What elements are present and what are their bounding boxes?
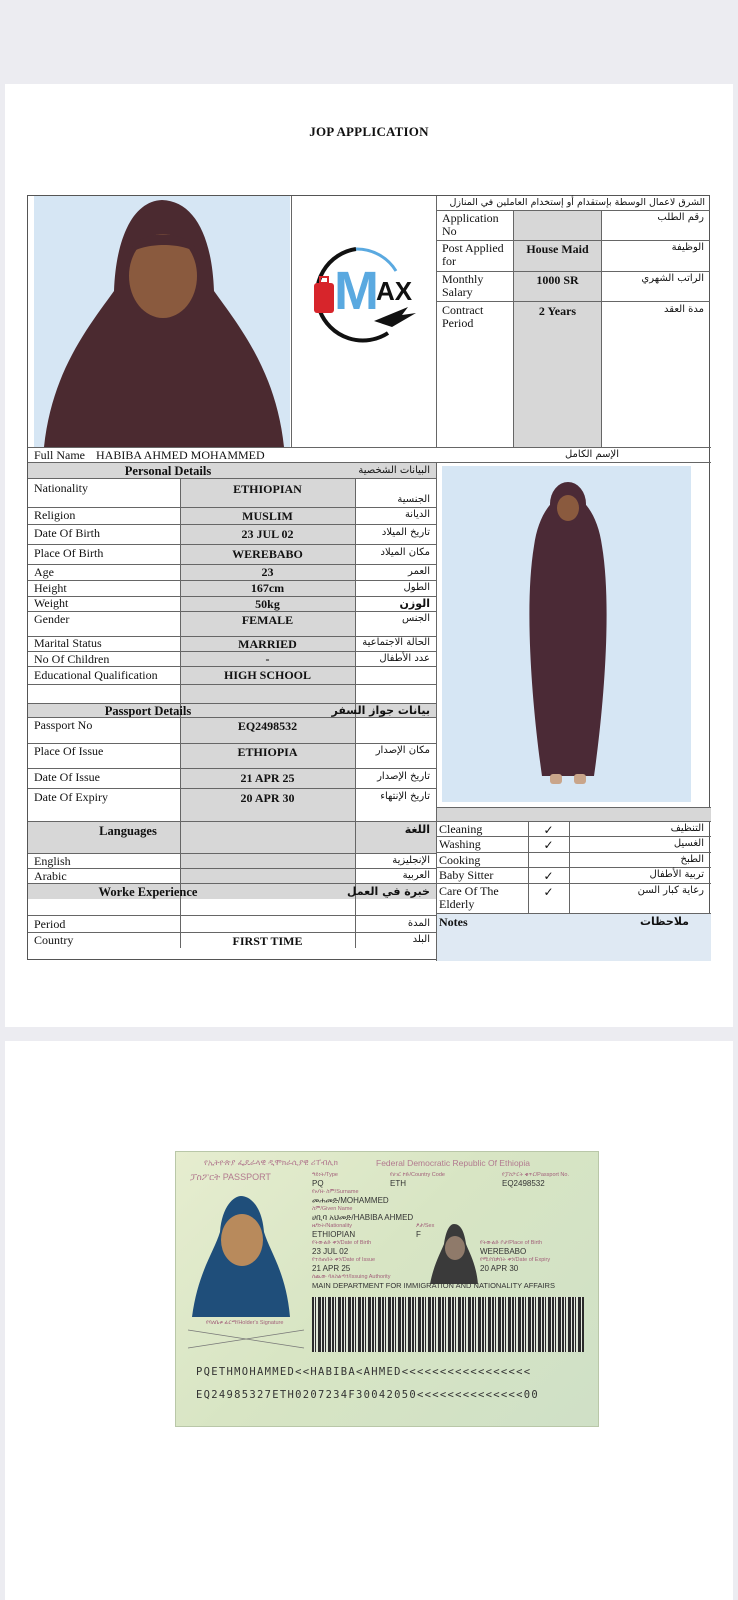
dob-value: 23 JUL 02: [241, 527, 294, 541]
religion-label: Religion: [34, 508, 76, 522]
marital-status-label: Marital Status: [34, 636, 102, 650]
weight-value: 50kg: [255, 597, 280, 611]
application-form: [27, 195, 710, 960]
passport-no-value: EQ2498532: [237, 719, 298, 733]
skill-baby-sitter-ar: تربية الأطفال: [649, 869, 704, 880]
notes-label: Notes: [439, 915, 468, 929]
full-name-ar: الإسم الكامل: [564, 449, 619, 460]
full-name-label: Full Name: [34, 448, 85, 462]
gender-ar: الجنس: [401, 613, 430, 624]
date-of-expiry-ar: تاريخ الإنتهاء: [380, 791, 430, 802]
passport-mrz-line-1: PQETHMOHAMMED<<HABIBA<AHMED<<<<<<<<<<<<<<<<<: [196, 1366, 532, 1378]
period-ar: المدة: [407, 918, 430, 929]
passport-no-label: Passport No: [34, 718, 93, 732]
place-of-issue-label: Place Of Issue: [34, 744, 104, 758]
post-label: Post Applied for: [442, 241, 504, 268]
logo-letters-ax: AX: [376, 276, 413, 306]
post-ar: الوظيفة: [671, 242, 704, 253]
gender-value: FEMALE: [241, 613, 294, 627]
full-body-photo: [442, 466, 691, 802]
passport-scan: [175, 1151, 599, 1427]
marital-status-ar: الحالة الاجتماعية: [362, 637, 430, 648]
salary-ar: الراتب الشهري: [641, 273, 704, 284]
passport-dob-caption: የትውልድ ቀን/Date of Birth: [312, 1240, 372, 1246]
skill-cooking-label: Cooking: [439, 853, 481, 867]
passport-country-am: የኢትዮጵያ ፌዴራላዊ ዲሞክራሲያዊ ሪፐብሊክ: [204, 1158, 338, 1167]
passport-surname: መሐመድ/MOHAMMED: [312, 1196, 389, 1205]
passport-expiry-caption: የሚያበቃበት ቀን/Date of Expiry: [480, 1257, 551, 1263]
passport-barcode: [312, 1297, 584, 1352]
passport-number: EQ2498532: [502, 1179, 545, 1188]
passport-type-caption: ዓይነት/Type: [312, 1172, 338, 1178]
children-ar: عدد الأطفال: [379, 653, 430, 664]
full-name-value: HABIBA AHMED MOHAMMED: [96, 448, 265, 462]
passport-dob: 23 JUL 02: [312, 1247, 349, 1256]
full-body-figure: [442, 466, 691, 802]
passport-authority: MAIN DEPARTMENT FOR IMMIGRATION AND NATIONALITY AFFAIRS: [312, 1281, 555, 1290]
pob-ar: مكان الميلاد: [380, 547, 430, 558]
skill-cleaning-check: ✓: [543, 823, 554, 837]
skill-cooking-ar: الطبخ: [680, 854, 704, 865]
notes-ar: ملاحظات: [640, 915, 689, 928]
agency-name-ar: الشرق لاعمال الوسطة بإستقدام أو إستخدام العاملين في المنازل: [449, 197, 705, 208]
education-label: Educational Qualification: [34, 668, 158, 682]
passport-sex-caption: ፆታ/Sex: [416, 1223, 435, 1229]
weight-label: Weight: [34, 596, 69, 610]
skill-baby-sitter-label: Baby Sitter: [439, 868, 494, 882]
marital-status-value: MARRIED: [238, 637, 297, 651]
pob-label: Place Of Birth: [34, 546, 104, 560]
contract-value: 2 Years: [538, 304, 577, 318]
portrait-photo: [34, 196, 290, 447]
passport-sex: F: [416, 1230, 421, 1239]
passport-pob-caption: የትውልድ ቦታ/Place of Birth: [480, 1240, 543, 1246]
salary-label: Monthly Salary: [442, 272, 484, 299]
personal-details-header-ar: البيانات الشخصية: [358, 465, 430, 476]
gender-label: Gender: [34, 612, 70, 626]
passport-given-caption: ስም/Given Name: [312, 1206, 353, 1212]
passport-ghost-photo: [428, 1222, 480, 1284]
passport-country-en: Federal Democratic Republic Of Ethiopia: [376, 1158, 531, 1168]
period-label: Period: [34, 917, 66, 931]
languages-header-ar: اللغة: [404, 823, 430, 836]
english-ar: الإنجليزية: [392, 855, 430, 866]
height-label: Height: [34, 581, 67, 595]
nationality-label: Nationality: [34, 481, 88, 495]
passport-given-name: ሀቢባ አህመድ/HABIBA AHMED: [312, 1213, 414, 1222]
document-title: JOP APPLICATION: [309, 124, 429, 139]
dob-ar: تاريخ الميلاد: [381, 527, 430, 538]
passport-surname-caption: የአባት ስም/Surname: [312, 1189, 359, 1195]
country-ar: البلد: [412, 934, 430, 945]
date-of-issue-value: 21 APR 25: [240, 771, 295, 785]
passport-main-photo: [188, 1192, 293, 1317]
country-label: Country: [34, 933, 74, 947]
passport-details-header-ar: بيانات جواز السفر: [331, 704, 430, 717]
skill-cleaning-label: Cleaning: [439, 822, 483, 836]
country-value: FIRST TIME: [232, 934, 303, 948]
religion-ar: الديانة: [404, 509, 430, 520]
place-of-issue-value: ETHIOPIA: [237, 745, 298, 759]
height-ar: الطول: [403, 582, 430, 593]
nationality-ar: الجنسية: [397, 494, 430, 505]
contract-ar: مدة العقد: [664, 304, 704, 315]
date-of-expiry-value: 20 APR 30: [240, 791, 295, 805]
personal-details-header: Personal Details: [124, 464, 212, 478]
work-experience-header: Worke Experience: [98, 885, 198, 899]
application-no-ar: رقم الطلب: [657, 212, 704, 223]
arabic-label: Arabic: [34, 869, 67, 883]
english-label: English: [34, 854, 71, 868]
dob-label: Date Of Birth: [34, 526, 100, 540]
portrait-figure: [34, 196, 290, 447]
passport-nationality-caption: ዜግነት/Nationality: [312, 1223, 353, 1229]
religion-value: MUSLIM: [242, 509, 293, 523]
salary-value: 1000 SR: [536, 273, 579, 287]
date-of-issue-label: Date Of Issue: [34, 770, 100, 784]
skill-washing-ar: الغسيل: [673, 838, 704, 849]
education-value: HIGH SCHOOL: [223, 668, 312, 682]
passport-nationality: ETHIOPIAN: [312, 1230, 356, 1239]
passport-issue-date: 21 APR 25: [312, 1264, 351, 1273]
age-value: 23: [261, 565, 274, 579]
passport-authority-caption: ሰጪው ባለስልጣን/Issuing Authority: [312, 1274, 391, 1280]
passport-expiry-date: 20 APR 30: [480, 1264, 519, 1273]
passport-signature-caption: የባለቤቱ ፊርማ/Holder's Signature: [206, 1320, 284, 1326]
children-value: -: [265, 652, 270, 666]
children-label: No Of Children: [34, 652, 110, 666]
place-of-issue-ar: مكان الإصدار: [375, 745, 430, 756]
passport-signature: [186, 1328, 306, 1350]
passport-mrz-line-2: EQ24985327ETH0207234F30042050<<<<<<<<<<<<<<00: [196, 1389, 539, 1401]
passport-type: PQ: [312, 1179, 324, 1188]
date-of-expiry-label: Date Of Expiry: [34, 790, 108, 804]
skill-washing-check: ✓: [543, 838, 554, 852]
application-page: [5, 84, 733, 1027]
height-value: 167cm: [250, 581, 285, 595]
contract-label: Contract Period: [442, 303, 484, 330]
skill-elderly-check: ✓: [543, 885, 554, 899]
passport-number-caption: የፓስፖርት ቁጥር/Passport No.: [502, 1172, 569, 1178]
arabic-ar: العربية: [402, 870, 430, 881]
skill-washing-label: Washing: [439, 837, 481, 851]
pob-value: WEREBABO: [232, 547, 303, 561]
passport-code-caption: የሀገር ኮድ/Country Code: [390, 1172, 445, 1178]
post-value: House Maid: [526, 242, 589, 256]
skill-baby-sitter-check: ✓: [543, 869, 554, 883]
work-experience-header-ar: خبرة في العمل: [346, 885, 430, 898]
date-of-issue-ar: تاريخ الإصدار: [377, 771, 430, 782]
weight-ar: الوزن: [399, 597, 430, 610]
age-ar: العمر: [408, 566, 430, 577]
passport-page: [5, 1041, 733, 1600]
application-no-label: Application No: [442, 211, 499, 238]
passport-issue-caption: የተሰጠበት ቀን/Date of Issue: [312, 1257, 376, 1263]
nationality-value: ETHIOPIAN: [233, 482, 302, 496]
languages-header: Languages: [99, 824, 157, 838]
skill-elderly-ar: رعاية كبار السن: [637, 885, 704, 896]
logo-letter-m: M: [334, 261, 379, 321]
passport-label: ፓስፖርት PASSPORT: [190, 1172, 271, 1182]
age-label: Age: [34, 565, 54, 579]
skill-cleaning-ar: التنظيف: [670, 823, 704, 834]
passport-pob: WEREBABO: [480, 1247, 527, 1256]
passport-details-header: Passport Details: [104, 704, 192, 718]
company-logo: [296, 241, 426, 346]
passport-code: ETH: [390, 1179, 406, 1188]
skill-elderly-label: Care Of The Elderly: [439, 884, 499, 911]
